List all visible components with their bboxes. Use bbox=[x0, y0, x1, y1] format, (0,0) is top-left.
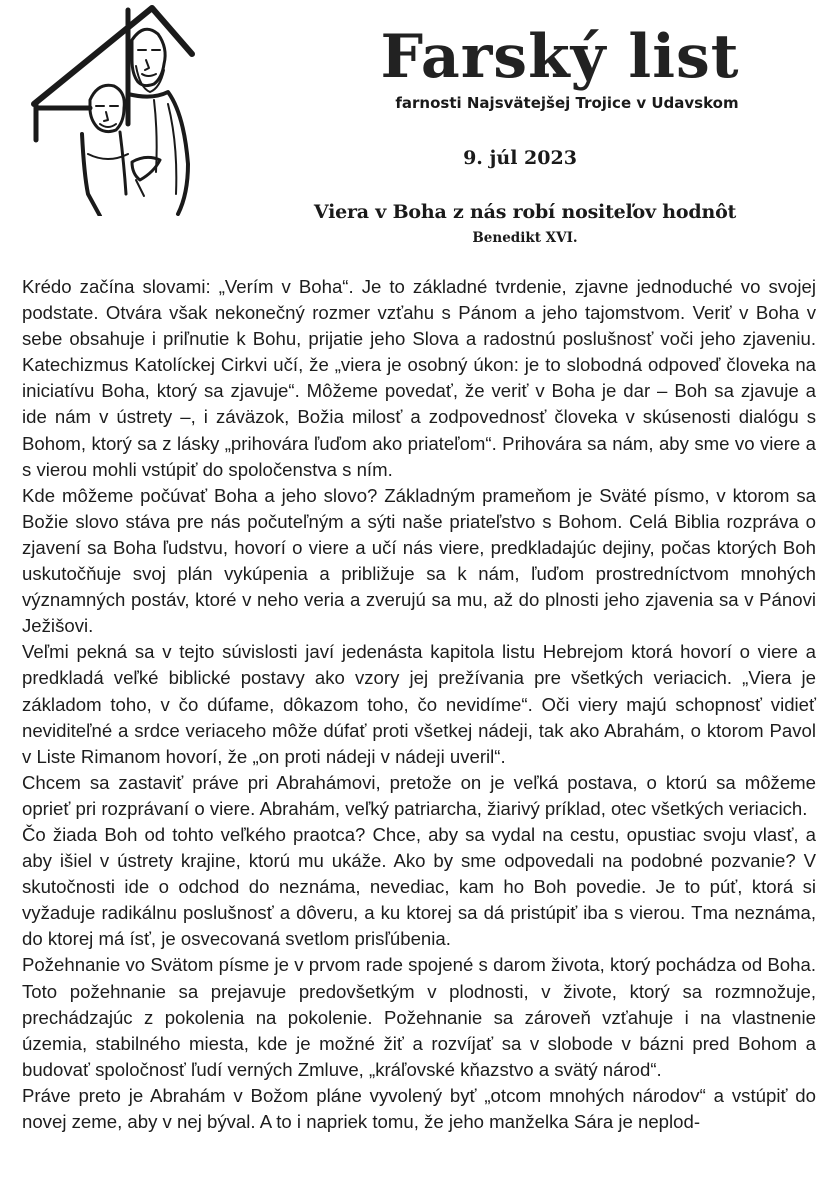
newsletter-title: Farský list bbox=[380, 22, 740, 92]
article-author: Benedikt XVI. bbox=[472, 230, 578, 246]
paragraph: Veľmi pekná sa v tejto súvislosti javí jedenásta kapitola listu Hebrejom ktorá hovorí o viere a predkladá veľké biblické postavy ako vzory jej prežívania pre všetkých veriacich. „Viera je základom toho, v čo dúfame, dôkazom toho, čo nevidíme“. Oči viery majú schopnosť vidieť neviditeľné a srdce veriaceho môže dúfať proti všetkej nádeji, tak ako Abrahám, o ktorom Pavol v Liste Rimanom hovorí, že „on proti nádeji v nádeji uveril“. bbox=[22, 641, 816, 767]
paragraph: Krédo začína slovami: „Verím v Boha“. Je to základné tvrdenie, zjavne jednoduché vo svojej podstate. Otvára však nekonečný rozmer vzťahu s Pánom a jeho tajomstvom. Veriť v Boha v sebe obsahuje i priľnutie k Bohu, prijatie jeho Slova a radostnú poslušnosť voči jeho zjaveniu. Katechizmus Katolíckej Cirkvi učí, že „viera je osobný úkon: je to slobodná odpoveď človeka na iniciatívu Boha, ktorý sa zjavuje“. Môžeme povedať, že veriť v Boha je dar – Boh sa zjavuje a ide nám v ústrety –, i záväzok, Božia milosť a zodpovednosť človeka v skúsenosti dialógu s Bohom, ktorý sa z lásky „prihovára ľuďom ako priateľom“. Prihovára sa nám, aby sme vo viere a s vierou mohli vstúpiť do spoločenstva s ním. bbox=[22, 276, 816, 480]
paragraph: Požehnanie vo Svätom písme je v prvom rade spojené s darom života, ktorý pochádza od Boha. Toto požehnanie sa prejavuje predovšetkým v plodnosti, v živote, ktorý sa rozmnožuje, prechádzajúc z pokolenia na pokolenie. Požehnanie sa zároveň vzťahuje i na vlastnenie územia, stabilného miesta, kde je možné žiť a rozvíjať sa v slobode v bázni pred Bohom a budovať spoločnosť ľudí verných Zmluve, „kráľovské kňazstvo a svätý národ“. bbox=[22, 954, 816, 1080]
masthead bbox=[300, 22, 800, 112]
article-body bbox=[22, 274, 816, 1135]
paragraph: Kde môžeme počúvať Boha a jeho slovo? Základným prameňom je Sväté písmo, v ktorom sa Božie slovo stáva pre nás počuteľným a sýti naše priateľstvo s Bohom. Celá Biblia rozpráva o zjavení sa Boha ľudstvu, hovorí o viere a učí nás viere, predkladajúc dejiny, počas ktorých Boh uskutočňuje svoj plán vykúpenia a približuje sa k nám, ľuďom prostredníctvom mnohých významných postáv, ktoré v neho veria a zverujú sa mu, až do plnosti jeho zjavenia sa v Pánovi Ježišovi. bbox=[22, 484, 816, 637]
issue-date: 9. júl 2023 bbox=[463, 147, 577, 169]
paragraph: Čo žiada Boh od tohto veľkého praotca? Chce, aby sa vydal na cestu, opustiac svoju vlasť, a aby išiel v ústrety krajine, ktorú mu ukáže. Ako by sme odpovedali na podobné pozvanie? V skutočnosti ide o odchod do neznáma, nevediac, kam ho Boh povedie. Je to púť, ktorá si vyžaduje radikálnu poslušnosť a dôveru, a ku ktorej sa dá pristúpiť iba s vierou. Tma neznáma, do ktorej má ísť, je osvecovaná svetlom prisľúbenia. bbox=[22, 823, 816, 950]
paragraph: Práve preto je Abrahám v Božom pláne vyvolený byť „otcom mnohých národov“ a vstúpiť do novej zeme, aby v nej býval. A to i napriek tomu, že jeho manželka Sára je neplod- bbox=[22, 1084, 816, 1132]
parish-subtitle: farnosti Najsvätejšej Trojice v Udavskom bbox=[395, 94, 739, 112]
paragraph: Chcem sa zastaviť práve pri Abrahámovi, pretože on je veľká postava, o ktorú sa môžeme oprieť pri rozprávaní o viere. Abrahám, veľký patriarcha, žiarivý príklad, otec všetkých veriacich. bbox=[22, 771, 816, 819]
article-heading: Viera v Boha z nás robí nositeľov hodnôt bbox=[313, 201, 737, 223]
parish-logo-illustration bbox=[28, 4, 198, 216]
